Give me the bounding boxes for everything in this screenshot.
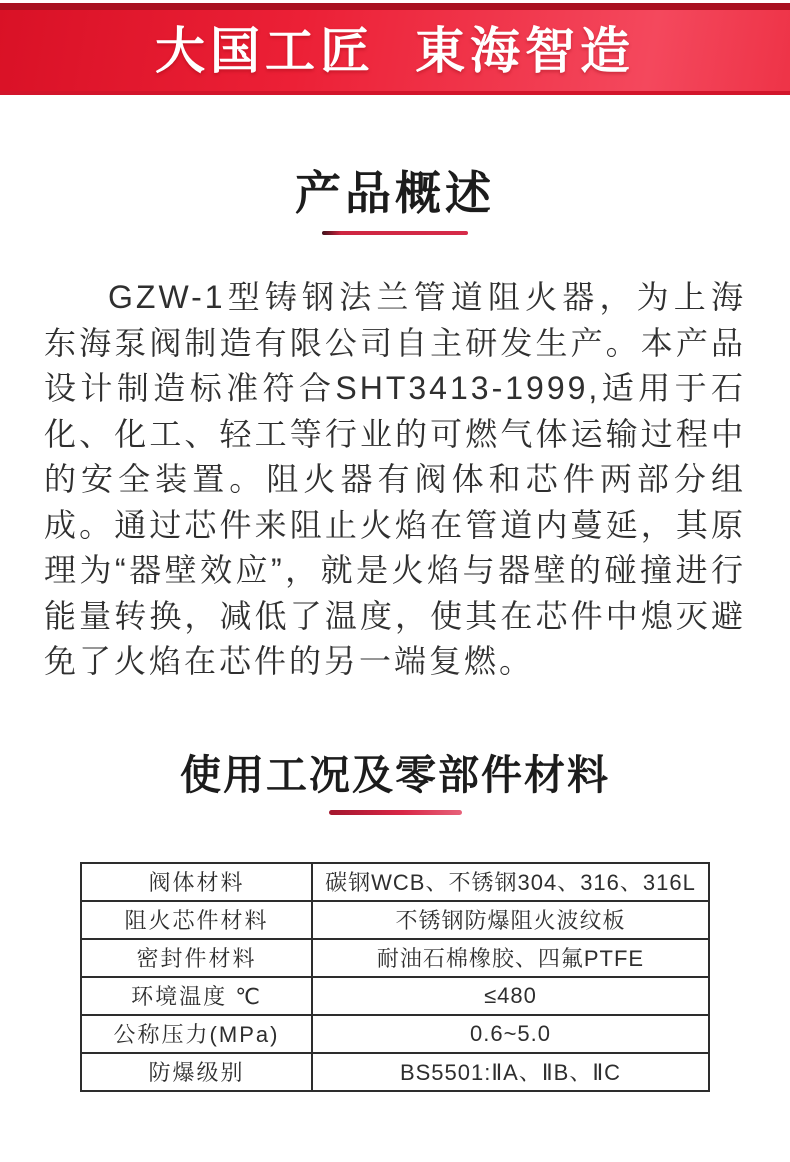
banner-bottom-strip — [0, 91, 790, 95]
spec-table-body — [81, 863, 709, 1091]
table-row-ambient-temperature — [81, 977, 709, 1015]
spec-label: 公称压力(MPa) — [81, 1015, 312, 1053]
banner-title-left: 大国工匠 — [155, 23, 375, 79]
spec-table — [80, 862, 710, 1092]
spec-label: 环境温度 ℃ — [81, 977, 312, 1015]
banner-top-strip — [0, 3, 790, 10]
table-row-body-material — [81, 863, 709, 901]
brand-banner — [0, 3, 790, 95]
materials-heading: 使用工况及零部件材料 — [180, 751, 610, 798]
spec-value: 耐油石棉橡胶、四氟PTFE — [312, 939, 709, 977]
table-row-core-material — [81, 901, 709, 939]
overview-heading: 产品概述 — [295, 167, 495, 219]
table-row-explosion-proof-grade — [81, 1053, 709, 1091]
spec-value: 0.6~5.0 — [312, 1015, 709, 1053]
materials-heading-underline — [329, 810, 462, 815]
spec-label: 防爆级别 — [81, 1053, 312, 1091]
overview-heading-underline — [322, 231, 468, 235]
spec-label: 阻火芯件材料 — [81, 901, 312, 939]
spec-label: 密封件材料 — [81, 939, 312, 977]
banner-title-right: 東海智造 — [415, 23, 635, 79]
spec-value: BS5501:ⅡA、ⅡB、ⅡC — [312, 1053, 709, 1091]
spec-value: 不锈钢防爆阻火波纹板 — [312, 901, 709, 939]
table-row-nominal-pressure — [81, 1015, 709, 1053]
banner-title — [155, 22, 635, 79]
spec-value: 碳钢WCB、不锈钢304、316、316L — [312, 863, 709, 901]
table-row-seal-material — [81, 939, 709, 977]
spec-label: 阀体材料 — [81, 863, 312, 901]
spec-value: ≤480 — [312, 977, 709, 1015]
materials-section — [0, 685, 790, 1092]
overview-paragraph: GZW-1型铸钢法兰管道阻火器，为上海东海泵阀制造有限公司自主研发生产。本产品设计制造标准符合SHT3413-1999,适用于石化、化工、轻工等行业的可燃气体运输过程中的安全装置。阻火器有阀体和芯件两部分组成。通过芯件来阻止火焰在管道内蔓延，其原理为“器壁效应”，就是火焰与器壁的碰撞进行能量转换，减低了温度，使其在芯件中熄灭避免了火焰在芯件的另一端复燃。 — [44, 279, 746, 679]
